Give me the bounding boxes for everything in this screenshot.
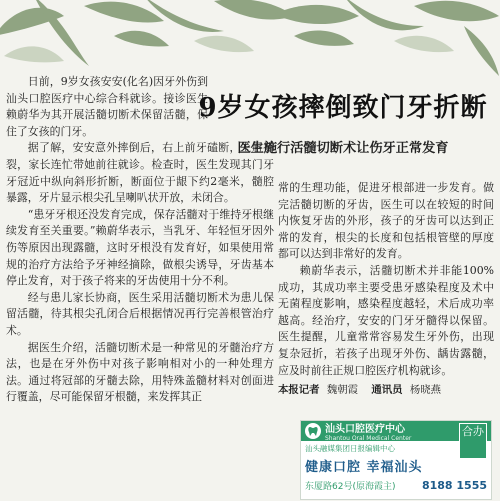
correspondent-name: 杨晓燕 [409, 384, 442, 397]
ad-subline: 汕头融媒集团日报编辑中心 [305, 444, 395, 453]
byline [278, 382, 494, 399]
headline-block [188, 84, 498, 156]
tooth-logo-icon [305, 423, 321, 439]
article-subheadline: 医生施行活髓切断术让伤牙正常发育 [237, 141, 449, 156]
reporter-name: 魏朝霞 [326, 384, 359, 397]
article-paragraph: 经与患儿家长协商，医生采用活髓切断术为患儿保留活髓，待其根尖孔闭合后根据情况再行完善根管治疗术。 [6, 290, 274, 337]
article-right-column [278, 180, 494, 399]
ad-center-name-en: Shantou Oral Medical Center [325, 435, 412, 442]
co-host-badge: 合办 [459, 423, 487, 459]
article-paragraph: 据了解，安安意外摔倒后，右上前牙磕断，上唇撕裂，家长连忙带她前往就诊。检查时，医生发现其门牙牙冠近中纵向斜形折断，断面位于龈下约2毫米，髓腔暴露，牙片显示根尖孔呈喇叭状开放，未闭合。 [6, 141, 274, 205]
article-paragraph: 赖蔚华表示，活髓切断术并非能100%成功，其成功率主要受患牙感染程度及术中无菌程度影响，感染程度越轻，术后成功率越高。经治疗，安安的门牙牙髓得以保留。医生提醒，儿童常常容易发生牙外伤，出现复杂冠折，若孩子出现牙外伤、龋齿露髓，应及时前往正规口腔医疗机构就诊。 [278, 263, 494, 377]
article-paragraph: 常的生理功能，促进牙根部进一步发育。做完活髓切断的牙齿，医生可以在较短的时间内恢复牙齿的外形，孩子的牙齿可以达到正常的发育，根尖的长度和包括根管壁的厚度都可以达到非常好的发育。 [278, 181, 494, 261]
ad-contact [301, 475, 491, 492]
ad-center-name: 汕头口腔医疗中心 [325, 424, 405, 435]
article-headline: 9岁女孩摔倒致门牙折断 [198, 93, 488, 123]
correspondent-label: 通讯员 [371, 384, 403, 397]
reporter-label: 本报记者 [278, 384, 320, 397]
ad-slogan: 健康口腔 幸福汕头 [305, 460, 423, 475]
sponsor-ad [300, 420, 492, 500]
article-paragraph: “患牙牙根还没发育完成，保存活髓对于维持牙根继续发育至关重要。”赖蔚华表示，当乳牙、年轻恒牙因外伤等原因出现露髓，这时牙根没有发育好，如果使用常规的治疗方法给予牙神经摘除，做根尖诱导，牙齿基本停止发育，对于孩子将来的牙齿使用十分不利。 [6, 207, 274, 288]
article-paragraph: 据医生介绍，活髓切断术是一种常见的牙髓治疗方法，也是在牙外伤中对孩子影响相对小的一种处理方法。通过将冠部的牙髓去除，用特殊盖髓材料对创面进行覆盖，尽可能保留牙根髓，来发挥其正 [6, 340, 274, 404]
article-paragraph: 日前，9岁女孩安安(化名)因牙外伤到汕头口腔医疗中心综合科就诊。接诊医生赖蔚华为其开展活髓切断术保留活髓，保住了女孩的门牙。 [6, 75, 208, 138]
ad-address: 东厦路62号(原海霞主) [305, 482, 396, 492]
ad-phone: 8188 1555 [421, 479, 487, 492]
